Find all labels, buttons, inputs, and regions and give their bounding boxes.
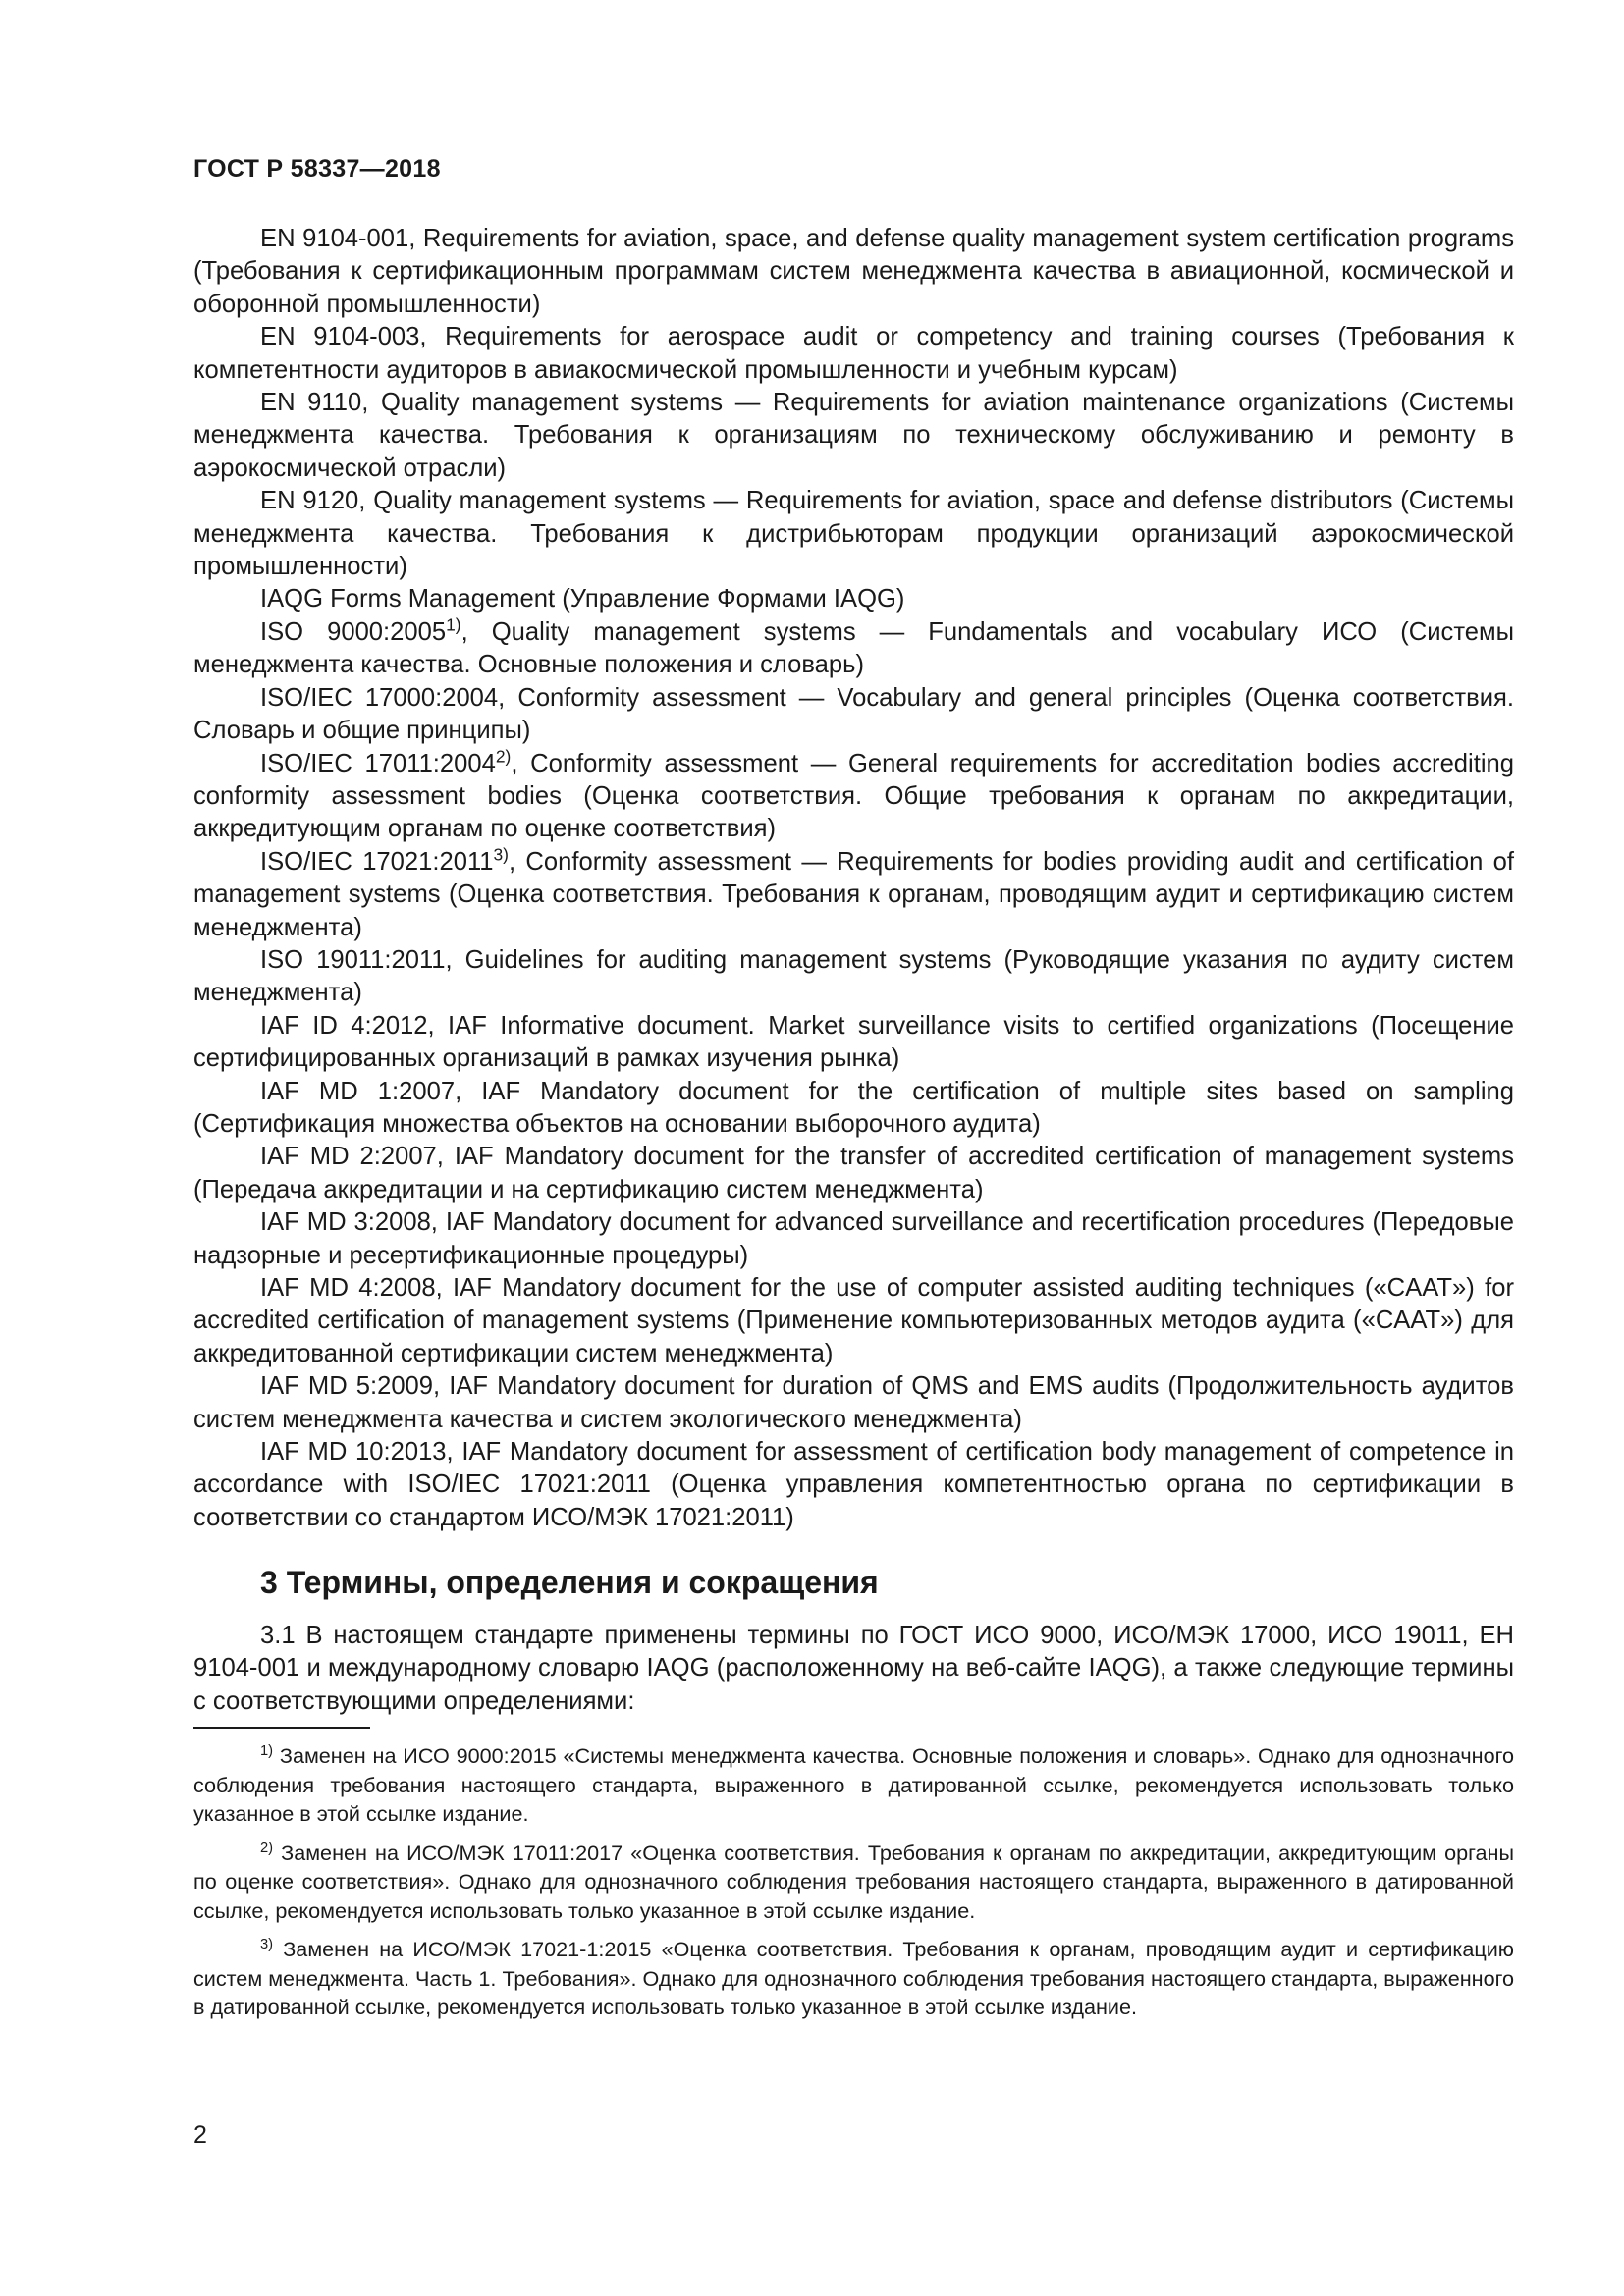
- reference-item: EN 9104-001, Requirements for aviation, space, and defense quality management system certification programs (Требования к сертификационным программам систем менеджмента качества в авиационной, космической и оборонной промышленности): [193, 225, 1514, 318]
- reference-item: ISO/IEC 17021:2011$^{3)}$, Conformity assessment — Requirements for bodies providing audit and certification of management systems (Оценка соответствия. Требования к органам, проводящим аудит и сертификацию систем менеджмента): [193, 844, 1515, 941]
- reference-item: ISO/IEC 17000:2004, Conformity assessment — Vocabulary and general principles (Оценка соответствия. Словарь и общие принципы): [193, 683, 1514, 745]
- footnote-item: $^{3)}$ Заменен на ИСО/МЭК 17021-1:2015 «Оценка соответствия. Требования к органам, проводящим аудит и сертификацию систем менеджмента. Часть 1. Требования». Однако для однозначного соблюдения требования настоящего стандарта, выраженного в датированной ссылке, рекомендуется использовать только указанное в этой ссылке издание.: [193, 1936, 1514, 2019]
- reference-item: IAF ID 4:2012, IAF Informative document. Market surveillance visits to certified organizations (Посещение сертифицированных организаций в рамках изучения рынка): [193, 1011, 1514, 1073]
- footnote-mark: 1): [260, 1742, 274, 1759]
- footnote-mark: 3): [260, 1936, 274, 1952]
- reference-item: IAF MD 5:2009, IAF Mandatory document for duration of QMS and EMS audits (Продолжительность аудитов систем менеджмента качества и систем экологического менеджмента): [193, 1372, 1514, 1433]
- reference-item: IAF MD 2:2007, IAF Mandatory document for the transfer of accredited certification of management systems (Передача аккредитации и на сертификацию систем менеджмента): [193, 1143, 1514, 1203]
- reference-item: IAF MD 1:2007, IAF Mandatory document for the certification of multiple sites based on sampling (Сертификация множества объектов на основании выборочного аудита): [193, 1077, 1514, 1138]
- reference-item: ISO/IEC 17011:2004$^{2)}$, Conformity assessment — General requirements for accreditation bodies accrediting conformity assessment bodies (Оценка соответствия. Общие требования к органам по аккредитации, аккредитующим органам по оценке соответствия): [193, 745, 1514, 843]
- reference-item: IAF MD 4:2008, IAF Mandatory document for the use of computer assisted auditing techniques («CAAT») for accredited certification of management systems (Применение компьютеризованных методов аудита («CAAT») для аккредитованной сертификации систем менеджмента): [193, 1274, 1514, 1367]
- reference-item: IAF MD 10:2013, IAF Mandatory document for assessment of certification body management of competence in accordance with ISO/IEC 17021:2011 (Оценка управления компетентностью органа по сертификации в соответствии со стандартом ИСО/МЭК 17021:2011): [193, 1438, 1514, 1531]
- section-heading: 3 Термины, определения и сокращения: [260, 1565, 879, 1600]
- reference-item: EN 9120, Quality management systems — Requirements for aviation, space and defense distributors (Системы менеджмента качества. Требования к дистрибьюторам продукции организаций аэрокосмической промышленности): [193, 487, 1514, 581]
- reference-item: EN 9110, Quality management systems — Requirements for aviation maintenance organizations (Системы менеджмента качества. Требования к организациям по техническому обслуживанию и ремонту в аэрокосмической отрасли): [193, 389, 1514, 482]
- footnote-divider: [193, 1727, 370, 1729]
- clause-text: 3.1 В настоящем стандарте применены термины по ГОСТ ИСО 9000, ИСО/МЭК 17000, ИСО 19011, ЕН 9104-001 и международному словарю IAQG (расположенному на веб-сайте IAQG), а также следующие термины с соответствующими определениями:: [193, 1622, 1514, 1715]
- reference-item: IAF MD 3:2008, IAF Mandatory document for advanced surveillance and recertification procedures (Передовые надзорные и ресертификационные процедуры): [193, 1208, 1514, 1269]
- page-number: 2: [193, 2121, 207, 2149]
- reference-item: IAQG Forms Management (Управление Формами IAQG): [260, 585, 905, 614]
- document-code-header: ГОСТ Р 58337—2018: [193, 155, 441, 183]
- footnotes: [193, 1741, 1514, 2032]
- footnote-ref-2[interactable]: 2): [495, 745, 512, 766]
- footnote-ref-1[interactable]: 1): [446, 614, 461, 635]
- footnote-ref-3[interactable]: 3): [493, 844, 509, 865]
- footnote-item: $^{2)}$ Заменен на ИСО/МЭК 17011:2017 «Оценка соответствия. Требования к органам по аккредитации, аккредитующим органы по оценке соответствия». Однако для однозначного соблюдения требования настоящего стандарта, выраженного в датированной ссылке, рекомендуется использовать только указанное в этой ссылке издание.: [193, 1840, 1514, 1923]
- reference-item: ISO 9000:2005$^{1)}$, Quality management systems — Fundamentals and vocabulary ИСО (Системы менеджмента качества. Основные положения и словарь): [193, 614, 1514, 679]
- reference-item: ISO 19011:2011, Guidelines for auditing management systems (Руководящие указания по аудиту систем менеджмента): [193, 945, 1514, 1007]
- reference-item: EN 9104-003, Requirements for aerospace audit or competency and training courses (Требования к компетентности аудиторов в авиакосмической промышленности и учебным курсам): [193, 323, 1514, 384]
- clause-3-1: [193, 1620, 1514, 1718]
- footnote-item: $^{1)}$ Заменен на ИСО 9000:2015 «Системы менеджмента качества. Основные положения и словарь». Однако для однозначного соблюдения требования настоящего стандарта, выраженного в датированной ссылке, рекомендуется использовать только указанное в этой ссылке издание.: [193, 1742, 1514, 1826]
- footnote-mark: 2): [260, 1840, 274, 1856]
- reference-list: [193, 223, 1514, 1534]
